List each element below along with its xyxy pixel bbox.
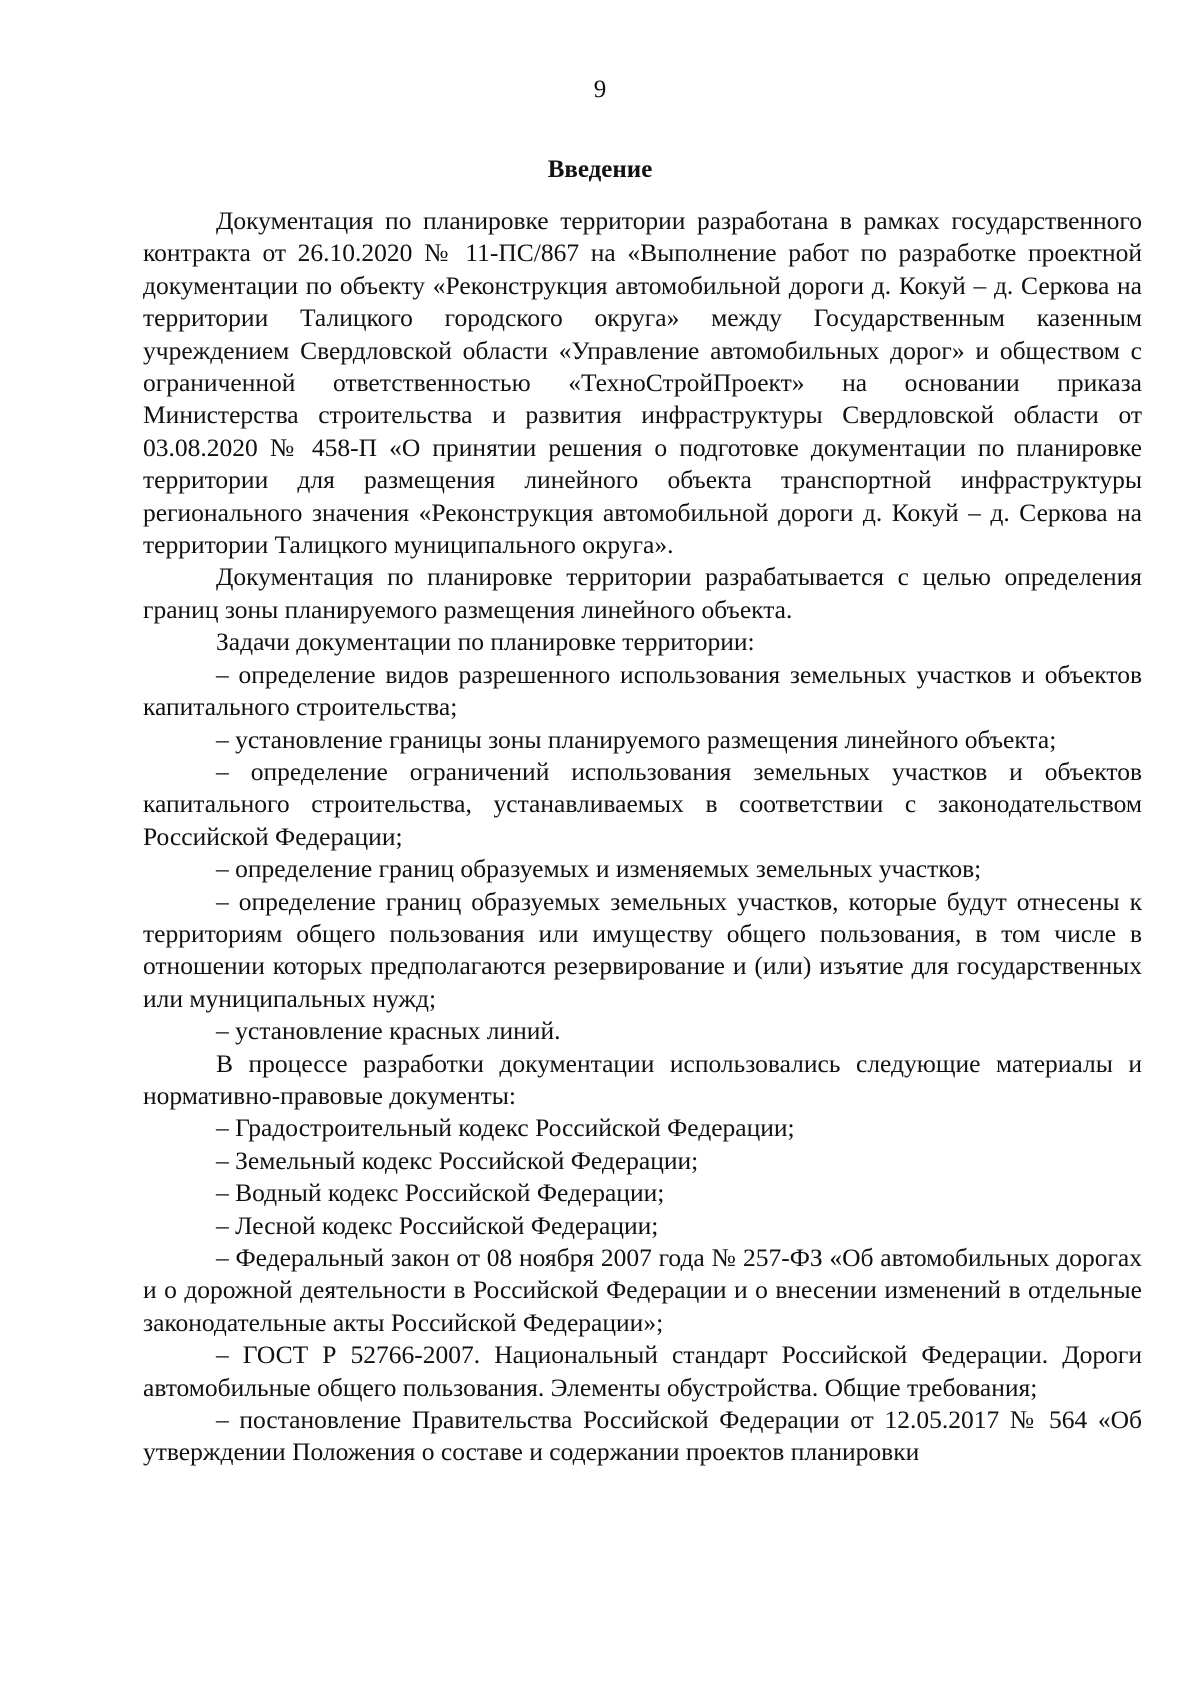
paragraph: В процессе разработки документации использовались следующие материалы и нормативно-правовые документы: <box>143 1048 1142 1110</box>
list-item: – определение ограничений использования земельных участков и объектов капитального строительства, устанавливаемых в соответствии с законодательством Российской Федерации; <box>143 756 1142 851</box>
paragraph: Задачи документации по планировке территории: <box>216 627 755 657</box>
list-item: – Градостроительный кодекс Российской Федерации; <box>216 1113 795 1143</box>
list-item: – Лесной кодекс Российской Федерации; <box>216 1210 659 1240</box>
document-body <box>143 205 1142 1469</box>
list-item: – определение границ образуемых и изменяемых земельных участков; <box>216 854 982 884</box>
list-item: – установление красных линий. <box>216 1016 561 1046</box>
list-item: – Федеральный закон от 08 ноября 2007 года № 257-ФЗ «Об автомобильных дорогах и о дорожной деятельности в Российской Федерации и о внесении изменений в отдельные законодательные акты Российской Федерации»; <box>143 1243 1142 1337</box>
list-item: – Водный кодекс Российской Федерации; <box>216 1178 665 1208</box>
list-item: – определение видов разрешенного использования земельных участков и объектов капитального строительства; <box>143 659 1142 722</box>
page-title: Введение <box>547 156 653 183</box>
page-number: 9 <box>593 76 607 103</box>
list-item: – Земельный кодекс Российской Федерации; <box>216 1145 699 1175</box>
list-item: – определение границ образуемых земельных участков, которые будут отнесены к территориям общего пользования или имуществу общего пользования, в том числе в отношении которых предполагаются резервирование и (или) изъятие для государственных или муниципальных нужд; <box>143 886 1142 1013</box>
paragraph: Документация по планировке территории разрабатывается с целью определения границ зоны планируемого размещения линейного объекта. <box>143 562 1142 624</box>
list-item: – установление границы зоны планируемого размещения линейного объекта; <box>216 724 1057 754</box>
paragraph: Документация по планировке территории разработана в рамках государственного контракта от 26.10.2020 № 11-ПС/867 на «Выполнение работ по разработке проектной документации по объекту «Реконструкция автомобильной дороги д. Кокуй – д. Серкова на территории Талицкого городского округа» между Государственным казенным учреждением Свердловской области «Управление автомобильных дорог» и обществом с ограниченной ответственностью «ТехноСтройПроект» на основании приказа Министерства строительства и развития инфраструктуры Свердловской области от 03.08.2020 № 458-П «О принятии решения о подготовке документации по планировке территории для размещения линейного объекта транспортной инфраструктуры регионального значения «Реконструкция автомобильной дороги д. Кокуй – д. Серкова на территории Талицкого муниципального округа». <box>143 206 1142 560</box>
list-item: – постановление Правительства Российской Федерации от 12.05.2017 № 564 «Об утверждении Положения о составе и содержании проектов планировки <box>143 1405 1142 1467</box>
list-item: – ГОСТ Р 52766-2007. Национальный стандарт Российской Федерации. Дороги автомобильные общего пользования. Элементы обустройства. Общие требования; <box>143 1340 1142 1402</box>
